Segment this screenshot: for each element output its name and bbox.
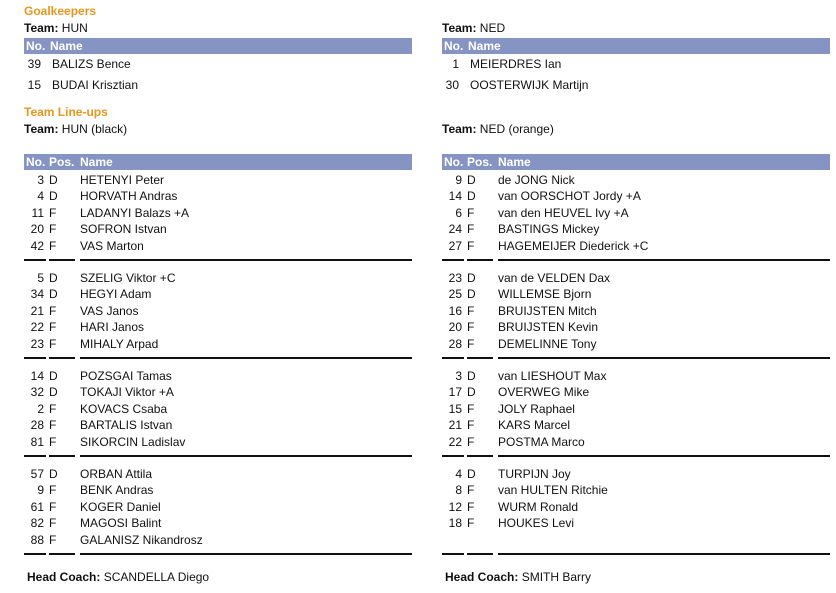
player-name: ORBAN Attila	[80, 467, 153, 481]
player-number: 23	[448, 271, 462, 285]
player-name: van den HEUVEL Ivy +A	[498, 205, 629, 220]
lineup-row	[24, 515, 412, 531]
player-position: F	[49, 499, 57, 514]
head-coach-right: Head Coach: SMITH Barry	[445, 570, 592, 584]
separator-pos	[49, 553, 75, 555]
separator-name	[80, 455, 412, 457]
lineup-row	[442, 172, 830, 188]
gk-header-left: No. Name	[24, 38, 412, 54]
lineup-row	[442, 417, 830, 433]
player-number: 1	[452, 57, 459, 71]
lineup-row	[442, 368, 830, 384]
player-number: 18	[448, 516, 462, 531]
separator-no	[442, 455, 464, 457]
separator-pos	[467, 357, 493, 359]
player-position: D	[49, 173, 58, 187]
player-position: D	[49, 369, 58, 383]
gk-row	[24, 77, 412, 93]
player-name: MEIERDRES Ian	[470, 57, 562, 71]
player-number: 15	[448, 401, 462, 416]
player-number: 11	[31, 205, 44, 220]
lineup-header-left: No. Pos. Name	[24, 154, 412, 170]
player-number: 14	[448, 189, 462, 204]
player-name: POZSGAI Tamas	[80, 369, 172, 383]
player-number: 12	[448, 499, 462, 514]
player-position: F	[467, 483, 475, 498]
separator-pos	[49, 455, 75, 457]
lineup-row	[442, 286, 830, 302]
player-number: 6	[455, 205, 462, 220]
player-number: 17	[448, 385, 462, 400]
player-number: 28	[30, 418, 44, 433]
player-name: HORVATH Andras	[80, 189, 178, 204]
lineup-row	[24, 466, 412, 482]
gk-row	[24, 56, 412, 72]
player-number: 16	[448, 303, 462, 318]
player-name: DEMELINNE Tony	[498, 336, 597, 351]
separator-no	[24, 259, 46, 261]
lineup-row	[24, 319, 412, 335]
lineup-row	[442, 499, 830, 515]
player-position: D	[49, 287, 58, 302]
player-name: TOKAJI Viktor +A	[80, 385, 174, 400]
player-name: BRUIJSTEN Kevin	[498, 320, 599, 335]
player-number: 30	[445, 78, 459, 92]
player-name: HARI Janos	[80, 320, 145, 335]
lineup-row	[442, 482, 830, 498]
gk-row	[442, 56, 830, 72]
player-position: D	[467, 369, 476, 383]
player-number: 21	[448, 418, 462, 433]
lineup-row	[442, 188, 830, 204]
player-position: F	[49, 336, 57, 351]
lineup-row	[24, 172, 412, 188]
player-position: F	[467, 222, 475, 237]
lineup-row	[442, 515, 830, 531]
player-name: POSTMA Marco	[498, 434, 585, 449]
separator-name	[498, 259, 830, 261]
player-name: HOUKES Levi	[498, 516, 575, 531]
separator-pos	[467, 553, 493, 555]
lineup-row	[24, 532, 412, 548]
lineup-row	[442, 384, 830, 400]
player-name: SIKORCIN Ladislav	[80, 434, 186, 449]
player-number: 39	[27, 57, 41, 71]
separator-name	[80, 357, 412, 359]
player-name: OVERWEG Mike	[498, 385, 590, 400]
player-position: F	[467, 336, 475, 351]
separator-no	[24, 357, 46, 359]
player-name: van de VELDEN Dax	[498, 271, 611, 285]
separator-pos	[467, 455, 493, 457]
lineup-row	[24, 238, 412, 254]
player-name: MIHALY Arpad	[80, 336, 159, 351]
head-coach-left: Head Coach: SCANDELLA Diego	[27, 570, 210, 584]
player-position: F	[49, 483, 57, 498]
player-position: F	[467, 238, 475, 253]
player-number: 20	[448, 320, 462, 335]
lineup-team-right: Team: NED (orange)	[442, 122, 554, 136]
lineup-row	[24, 286, 412, 302]
lineup-row	[24, 401, 412, 417]
lineup-row	[24, 336, 412, 352]
gk-team-left: Team: HUN	[24, 21, 88, 35]
player-number: 9	[37, 483, 44, 498]
player-number: 2	[37, 401, 44, 416]
player-number: 4	[37, 189, 44, 204]
player-position: D	[49, 271, 58, 285]
player-name: WILLEMSE Bjorn	[498, 287, 592, 302]
player-position: D	[467, 467, 476, 481]
player-position: D	[49, 467, 58, 481]
player-number: 81	[30, 434, 44, 449]
lineup-row	[442, 319, 830, 335]
player-name: SOFRON Istvan	[80, 222, 167, 237]
player-position: F	[49, 205, 57, 220]
player-number: 9	[455, 173, 462, 187]
player-name: OOSTERWIJK Martijn	[470, 78, 589, 92]
player-position: F	[49, 320, 57, 335]
player-position: F	[49, 532, 57, 547]
lineup-row	[24, 482, 412, 498]
player-number: 27	[448, 238, 462, 253]
player-number: 88	[30, 532, 44, 547]
lineup-row	[442, 270, 830, 286]
goalkeepers-title: Goalkeepers	[24, 4, 97, 18]
player-number: 22	[30, 320, 44, 335]
player-name: WURM Ronald	[498, 499, 579, 514]
player-number: 23	[30, 336, 44, 351]
player-name: GALANISZ Nikandrosz	[80, 532, 203, 547]
separator-name	[80, 553, 412, 555]
player-number: 34	[30, 287, 44, 302]
lineup-row	[442, 401, 830, 417]
gk-row	[442, 77, 830, 93]
player-number: 22	[448, 434, 462, 449]
lineup-row	[442, 434, 830, 450]
player-position: F	[49, 238, 57, 253]
player-name: HAGEMEIJER Diederick +C	[498, 238, 649, 253]
player-number: 4	[455, 467, 462, 481]
lineup-row	[24, 303, 412, 319]
player-position: F	[467, 499, 475, 514]
player-name: BASTINGS Mickey	[498, 222, 600, 237]
player-position: F	[49, 222, 57, 237]
lineup-row	[24, 499, 412, 515]
player-number: 82	[30, 516, 44, 531]
lineup-row	[24, 384, 412, 400]
player-name: van HULTEN Ritchie	[498, 483, 608, 498]
player-position: F	[467, 303, 475, 318]
player-number: 5	[37, 271, 44, 285]
lineup-row	[24, 188, 412, 204]
player-position: D	[49, 189, 58, 204]
player-position: D	[467, 271, 476, 285]
player-name: SZELIG Viktor +C	[80, 271, 176, 285]
separator-pos	[49, 259, 75, 261]
lineup-row	[442, 303, 830, 319]
player-number: 15	[27, 78, 41, 92]
player-position: F	[49, 418, 57, 433]
player-number: 24	[448, 222, 462, 237]
lineup-row	[24, 205, 412, 221]
lineup-row	[24, 270, 412, 286]
player-number: 3	[37, 173, 44, 187]
lineups-title: Team Line-ups	[24, 105, 108, 119]
separator-name	[80, 259, 412, 261]
gk-header-right: No. Name	[442, 38, 830, 54]
player-name: BARTALIS Istvan	[80, 418, 173, 433]
player-name: HEGYI Adam	[80, 287, 152, 302]
player-name: van LIESHOUT Max	[498, 369, 607, 383]
player-position: F	[49, 303, 57, 318]
player-position: D	[467, 385, 476, 400]
player-name: MAGOSI Balint	[80, 516, 162, 531]
lineup-row	[442, 238, 830, 254]
player-name: BALIZS Bence	[52, 57, 131, 71]
player-number: 3	[455, 369, 462, 383]
player-position: D	[467, 287, 476, 302]
player-position: F	[467, 516, 475, 531]
gk-team-right: Team: NED	[442, 21, 506, 35]
separator-no	[24, 455, 46, 457]
lineup-row	[442, 205, 830, 221]
player-name: HETENYI Peter	[80, 173, 165, 187]
player-name: KOGER Daniel	[80, 499, 161, 514]
separator-no	[442, 259, 464, 261]
player-name: BENK Andras	[80, 483, 154, 498]
lineup-row	[442, 336, 830, 352]
player-position: F	[49, 434, 57, 449]
player-number: 8	[455, 483, 462, 498]
separator-no	[24, 553, 46, 555]
lineup-row	[442, 221, 830, 237]
lineup-row	[24, 221, 412, 237]
lineup-row	[24, 417, 412, 433]
player-position: D	[467, 173, 476, 187]
player-name: de JONG Nick	[498, 173, 575, 187]
player-name: LADANYI Balazs +A	[80, 205, 190, 220]
player-number: 42	[30, 238, 44, 253]
player-position: F	[49, 516, 57, 531]
lineup-team-left: Team: HUN (black)	[24, 122, 128, 136]
player-name: BUDAI Krisztian	[52, 78, 139, 92]
player-position: F	[467, 401, 475, 416]
player-number: 61	[30, 499, 44, 514]
player-number: 14	[30, 369, 44, 383]
player-number: 32	[30, 385, 44, 400]
player-position: F	[49, 401, 57, 416]
separator-pos	[49, 357, 75, 359]
player-name: KOVACS Csaba	[80, 401, 168, 416]
separator-name	[498, 553, 830, 555]
separator-name	[498, 357, 830, 359]
lineup-row	[24, 368, 412, 384]
separator-name	[498, 455, 830, 457]
separator-no	[442, 357, 464, 359]
player-name: KARS Marcel	[498, 418, 571, 433]
player-position: F	[467, 205, 475, 220]
player-name: van OORSCHOT Jordy +A	[498, 189, 641, 204]
player-number: 20	[30, 222, 44, 237]
player-position: F	[467, 418, 475, 433]
player-number: 21	[30, 303, 44, 318]
player-number: 25	[448, 287, 462, 302]
separator-pos	[467, 259, 493, 261]
separator-no	[442, 553, 464, 555]
player-name: VAS Janos	[80, 303, 139, 318]
lineup-row	[442, 466, 830, 482]
player-number: 57	[30, 467, 44, 481]
player-position: F	[467, 320, 475, 335]
player-number: 28	[448, 336, 462, 351]
player-name: VAS Marton	[80, 238, 144, 253]
player-name: JOLY Raphael	[498, 401, 575, 416]
player-name: TURPIJN Joy	[498, 467, 571, 481]
player-position: D	[49, 385, 58, 400]
player-position: D	[467, 189, 476, 204]
player-name: BRUIJSTEN Mitch	[498, 303, 597, 318]
player-position: F	[467, 434, 475, 449]
lineup-header-right: No. Pos. Name	[442, 154, 830, 170]
lineup-row	[24, 434, 412, 450]
